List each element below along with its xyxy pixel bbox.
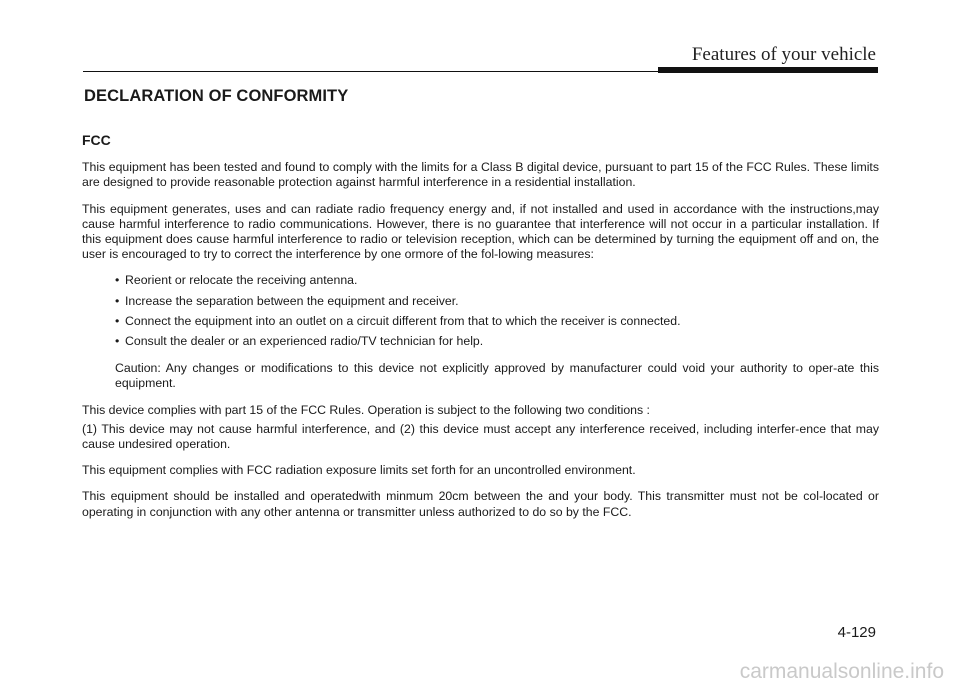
document-body [82,133,879,531]
page-number: 4-129 [837,624,876,641]
paragraph-class-b-compliance: This equipment has been tested and found to comply with the limits for a Class B digital device, pursuant to part 15 of the FCC Rules. These limits are designed to provide reasonable protection against harmful interference in a residential installation. [82,160,879,190]
subsection-title: FCC [82,132,111,148]
list-item [115,273,879,288]
bullet-icon: • [115,273,120,288]
list-item-text: Increase the separation between the equipment and receiver. [125,293,459,308]
measures-list [82,273,879,349]
header-rule-accent [658,67,878,73]
list-item-text: Consult the dealer or an experienced radio/TV technician for help. [125,334,484,349]
paragraph-part15-conditions: This device complies with part 15 of the FCC Rules. Operation is subject to the following two conditions : [82,402,650,417]
bullet-icon: • [115,334,120,349]
list-item [115,334,879,349]
paragraph-installation-distance: This equipment should be installed and operatedwith minmum 20cm between the and your body. This transmitter must not be col-located or operating in conjunction with any other antenna or transmitter unless authorized to do so by the FCC. [82,489,879,519]
paragraph-interference-notice: This equipment generates, uses and can radiate radio frequency energy and, if not installed and used in accordance with the instructions,may cause harmful interference to radio communications. However, there is no guarantee that interference will not occur in a particular installation. If this equipment does cause harmful interference to radio or television reception, which can be determined by turning the equipment off and on, the user is encouraged to try to correct the interference by one ormore of the fol-lowing measures: [82,201,879,262]
section-title: DECLARATION OF CONFORMITY [84,87,349,105]
paragraph-radiation-exposure: This equipment complies with FCC radiation exposure limits set forth for an uncontrolled environment. [82,463,636,478]
list-item-text: Connect the equipment into an outlet on a circuit different from that to which the receiver is connected. [125,313,681,328]
caution-note: Caution: Any changes or modifications to this device not explicitly approved by manufacturer could void your authority to oper-ate this equipment. [115,361,879,391]
chapter-header-title: Features of your vehicle [691,44,876,65]
paragraph-conditions-list: (1) This device may not cause harmful interference, and (2) this device must accept any interference received, including interfer-ence that may cause undesired operation. [82,421,879,452]
list-item [115,294,879,309]
watermark-text: carmanualsonline.info [739,660,944,683]
bullet-icon: • [115,313,120,328]
list-item-text: Reorient or relocate the receiving antenna. [125,273,358,288]
list-item [115,314,879,329]
bullet-icon: • [115,293,120,308]
